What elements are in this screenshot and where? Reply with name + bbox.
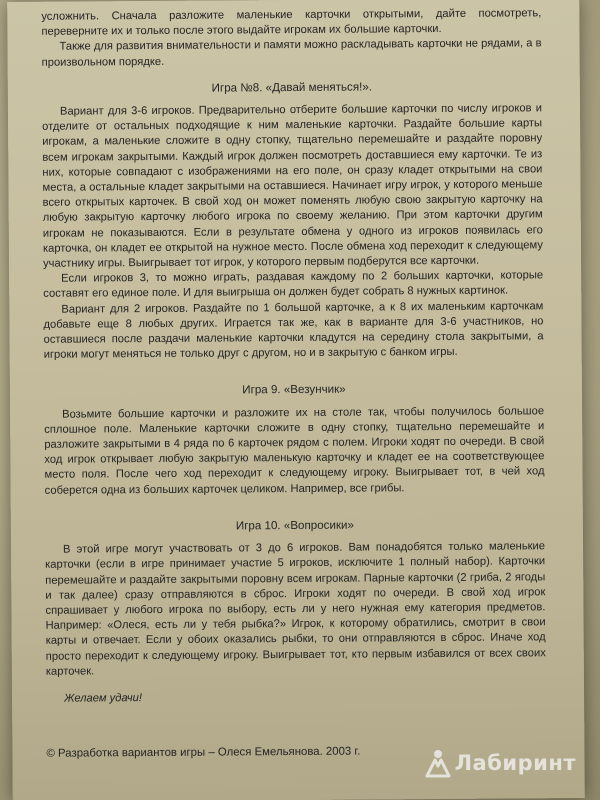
- watermark-text: Лабиринт: [454, 751, 576, 775]
- credit-line: © Разработка вариантов игры – Олеся Емельянова. 2003 г.: [46, 745, 361, 760]
- paragraph-intro-1: усложнить. Сначала разложите маленькие карточки открытыми, дайте посмотреть, переверните их и только после этого выдайте игрокам их большие карточки.: [41, 7, 542, 38]
- document-page: [7, 0, 585, 800]
- game8-paragraph-3: Вариант для 2 игроков. Раздайте по 1 большой карточке, а к 8 их маленьким карточкам добавьте еще 8 любых других. Играется так же, как в варианте для 3-6 участников, но оставшиеся после раздачи маленькие карточки кладутся на середину стола закрытыми, а игроки могут меняться не только друг с другом, но и в закрытую с банком игры.: [43, 299, 544, 362]
- closing-wish: Желаем удачи!: [64, 692, 143, 705]
- paragraph-intro-2: Также для развития внимательности и памяти можно раскладывать карточки не рядами, а в произвольном порядке.: [41, 37, 542, 69]
- game8-paragraph-2: Если игроков 3, то можно играть, раздавая каждому по 2 больших карточки, которые составят его единое поле. И для выигрыша он должен будет собрать 8 нужных картинок.: [43, 269, 544, 301]
- document-text: [41, 6, 546, 762]
- game9-heading: Игра 9. «Везунчик»: [242, 383, 346, 397]
- game10-heading: Игра 10. «Вопросики»: [235, 518, 354, 533]
- game8-paragraph-1: Вариант для 3-6 игроков. Предварительно отберите большие карточки по числу игроков и отделите от остальных подходящие к ним маленькие карточки. Раздайте большие карты игрокам, а маленькие сложите в одну стопку, тщательно перемешайте и раздайте поровну всем игрокам закрытыми. Каждый игрок должен посмотреть доставшиеся ему карточки. Те из них, которые совпадают с изображениями на его поле, он сразу кладет открытыми на свои места, а остальные кладет закрытыми на оставшиеся. Начинает игру игрок, у которого меньше всего открытых карточек. В свой ход он может поменять любую свою закрытую карточку на любую закрытую карточку любого игрока по своему желанию. При этом карточки другим игрокам не показываются. Если в результате обмена у одного из игроков появилась его карточка, он кладет ее открытой на нужное место. После обмена ход переходит к следующему участнику игры. Выигрывает тот игрок, у которого первым подберутся все карточки.: [42, 102, 543, 270]
- labirint-watermark: [424, 748, 576, 778]
- labirint-logo-icon: [424, 748, 452, 778]
- game8-heading: Игра №8. «Давай меняться!».: [211, 80, 373, 95]
- game10-paragraph-1: В этой игре могут участвовать от 3 до 6 игроков. Вам понадобятся только маленькие карточки (если в игре принимает участие 5 игроков, исключите 1 полный набор). Карточки перемешайте и раздайте закрытыми поровну всем игрокам. Парные карточки (2 гриба, 2 ягоды и так далее) сразу отправляются в сброс. Игроки ходят по очереди. В свой ход игрок спрашивает у любого игрока по выбору, есть ли у него нужная ему категория предметов. Например: «Олеся, есть ли у тебя рыбка?» Игрок, к которому обратились, смотрит в свои карты и отвечает. Если у обоих оказались рыбки, то они отправляются в сброс. Иначе ход просто переходит к следующему игроку. Выигрывает тот, кто первым избавился от всех своих карточек.: [45, 540, 546, 678]
- game9-paragraph-1: Возьмите большие карточки и разложите их на столе так, чтобы получилось большое сплошное поле. Маленькие карточки сложите в одну стопку, тщательно перемешайте и разложите закрытыми в 4 ряда по 6 карточек рядом с полем. Игроки ходят по очереди. В свой ход игрок открывает любую закрытую маленькую карточку и кладет ее на соответствующее место поля. После чего ход переходит к следующему игроку. Выигрывает тот, в чей ход соберется одна из больших карточек целиком. Например, все грибы.: [44, 404, 545, 497]
